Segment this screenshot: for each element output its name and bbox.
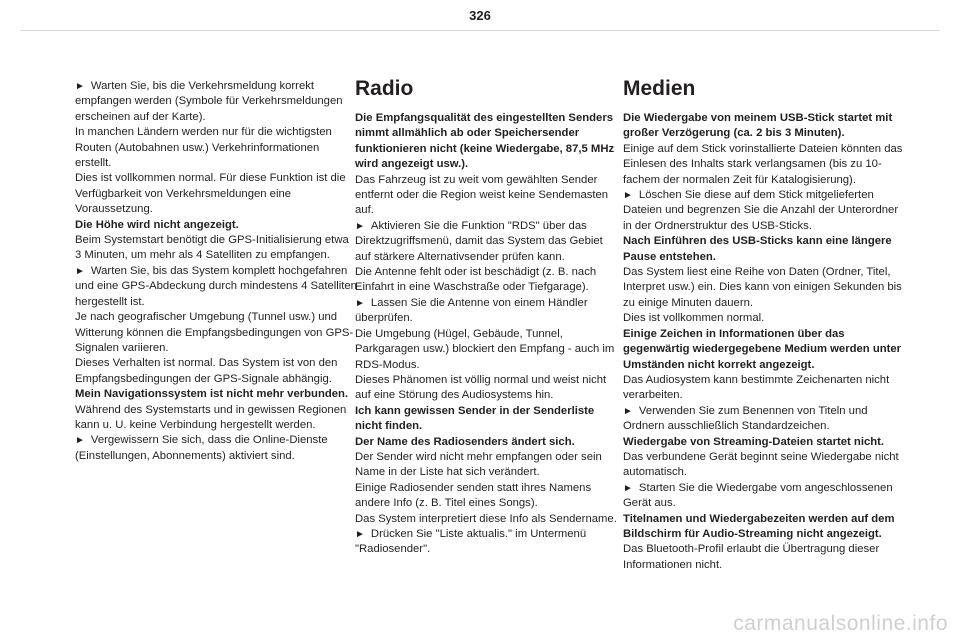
paragraph: Das System interpretiert diese Info als Sendername. [355,512,617,525]
column-radio [355,77,620,558]
paragraph: Dies ist vollkommen normal. Für diese Funktion ist die Verfügbarkeit von Verkehrsmeldungen eine Voraussetzung. [75,172,346,216]
question-heading: Der Name des Radiosenders ändert sich. [355,435,575,448]
paragraph: Die Umgebung (Hügel, Gebäude, Tunnel, Parkgaragen usw.) blockiert den Empfang - auch im RDS-Modus. [355,327,615,371]
paragraph: Dieses Phänomen ist völlig normal und weist nicht auf eine Störung des Audiosystems hin. [355,373,607,402]
question-heading: Einige Zeichen in Informationen über das gegenwärtig wiedergegebene Medium werden unter Umständen nicht korrekt angezeigt. [623,327,902,371]
section-title-radio: Radio [355,77,414,100]
arrow-icon: ► [355,220,365,232]
arrow-icon: ► [355,297,365,309]
column-navigation [75,79,357,464]
paragraph: Dieses Verhalten ist normal. Das System ist von den Empfangsbedingungen der GPS-Signale abhängig. [75,357,338,385]
paragraph: Beim Systemstart benötigt die GPS-Initialisierung etwa 3 Minuten, um mehr als 4 Satelliten zu empfangen. [75,234,349,262]
instruction-paragraph: ► Warten Sie, bis die Verkehrsmeldung korrekt empfangen werden (Symbole für Verkehrsmeldungen erscheinen auf der Karte). [75,80,343,123]
question-heading: Mein Navigationssystem ist nicht mehr verbunden. [75,388,349,401]
paragraph: Das Bluetooth-Profil erlaubt die Übertragung dieser Informationen nicht. [623,543,880,571]
paragraph: Einige auf dem Stick vorinstallierte Dateien könnten das Einlesen des Inhalts stark verlangsamen (bis zu 10-fachem der normalen Zeit für Katalogisierung). [623,142,903,186]
paragraph: In manchen Ländern werden nur für die wichtigsten Routen (Autobahnen usw.) Verkehrinformationen erstellt. [75,126,332,170]
arrow-icon: ► [623,482,633,494]
paragraph: Das Fahrzeug ist zu weit vom gewählten Sender entfernt oder die Region weist keine Sendemasten auf. [355,173,609,217]
paragraph: Während des Systemstarts und in gewissen Regionen kann u. U. keine Verbindung hergestellt werden. [75,403,347,431]
paragraph: Die Antenne fehlt oder ist beschädigt (z. B. nach Einfahrt in eine Waschstraße oder Tiefgarage). [355,266,597,294]
header-divider [20,30,940,31]
question-heading: Nach Einführen des USB-Sticks kann eine längere Pause entstehen. [623,235,892,263]
arrow-icon: ► [623,405,633,417]
question-heading: Die Höhe wird nicht angezeigt. [75,218,239,231]
instruction-paragraph: ► Verwenden Sie zum Benennen von Titeln und Ordnern ausschließlich Standardzeichen. [623,404,868,433]
paragraph: Das verbundene Gerät beginnt seine Wiedergabe nicht automatisch. [623,450,899,479]
column-media [623,77,903,573]
question-heading: Ich kann gewissen Sender in der Senderliste nicht finden. [355,404,595,433]
arrow-icon: ► [75,81,85,92]
instruction-paragraph: ► Aktivieren Sie die Funktion "RDS" über das Direktzugriffsmenü, damit das System das Gebiet auf stärkere Alternativsender prüfen kann. [355,219,603,263]
instruction-paragraph: ► Warten Sie, bis das System komplett hochgefahren und eine GPS-Abdeckung durch mindestens 4 Satelliten hergestellt ist. [75,264,357,308]
watermark: carmanualsonline.info [733,612,948,635]
paragraph: Je nach geografischer Umgebung (Tunnel usw.) und Witterung können die Empfangsbedingungen von GPS-Signalen variieren. [75,311,354,354]
section-title-media: Medien [623,77,696,100]
question-heading: Wiedergabe von Streaming-Dateien startet nicht. [623,435,885,448]
question-heading: Die Wiedergabe von meinem USB-Stick startet mit großer Verzögerung (ca. 2 bis 3 Minuten). [623,112,893,140]
instruction-paragraph: ► Lassen Sie die Antenne von einem Händler überprüfen. [355,296,588,325]
page-number: 326 [469,8,491,23]
paragraph: Dies ist vollkommen normal. [623,312,765,325]
paragraph: Das Audiosystem kann bestimmte Zeichenarten nicht verarbeiten. [623,373,890,402]
question-heading: Titelnamen und Wiedergabezeiten werden auf dem Bildschirm für Audio-Streaming nicht angezeigt. [623,512,895,540]
paragraph: Einige Radiosender senden statt ihres Namens andere Info (z. B. Titel eines Songs). [355,481,592,510]
instruction-paragraph: ► Starten Sie die Wiedergabe vom angeschlossenen Gerät aus. [623,481,893,510]
arrow-icon: ► [75,435,85,447]
paragraph: Der Sender wird nicht mehr empfangen oder sein Name in der Liste hat sich verändert. [355,450,602,479]
instruction-paragraph: ► Löschen Sie diese auf dem Stick mitgelieferten Dateien und begrenzen Sie die Anzahl der Unterordner in der Ordnerstruktur des USB-Sticks. [623,189,899,232]
instruction-paragraph: ► Vergewissern Sie sich, dass die Online-Dienste (Einstellungen, Abonnements) aktiviert sind. [75,434,328,462]
arrow-icon: ► [355,528,365,540]
instruction-paragraph: ► Drücken Sie "Liste aktualis." im Untermenü "Radiosender". [355,527,587,556]
arrow-icon: ► [75,265,85,277]
arrow-icon: ► [623,190,633,202]
question-heading: Die Empfangsqualität des eingestellten Senders nimmt allmählich ab oder Speichersender funktionieren nicht (keine Wiedergabe, 87,5 MHz wird angezeigt usw.). [355,112,615,171]
paragraph: Das System liest eine Reihe von Daten (Ordner, Titel, Interpret usw.) ein. Dies kann von einigen Sekunden bis zu einige Minuten dauern. [623,266,902,309]
